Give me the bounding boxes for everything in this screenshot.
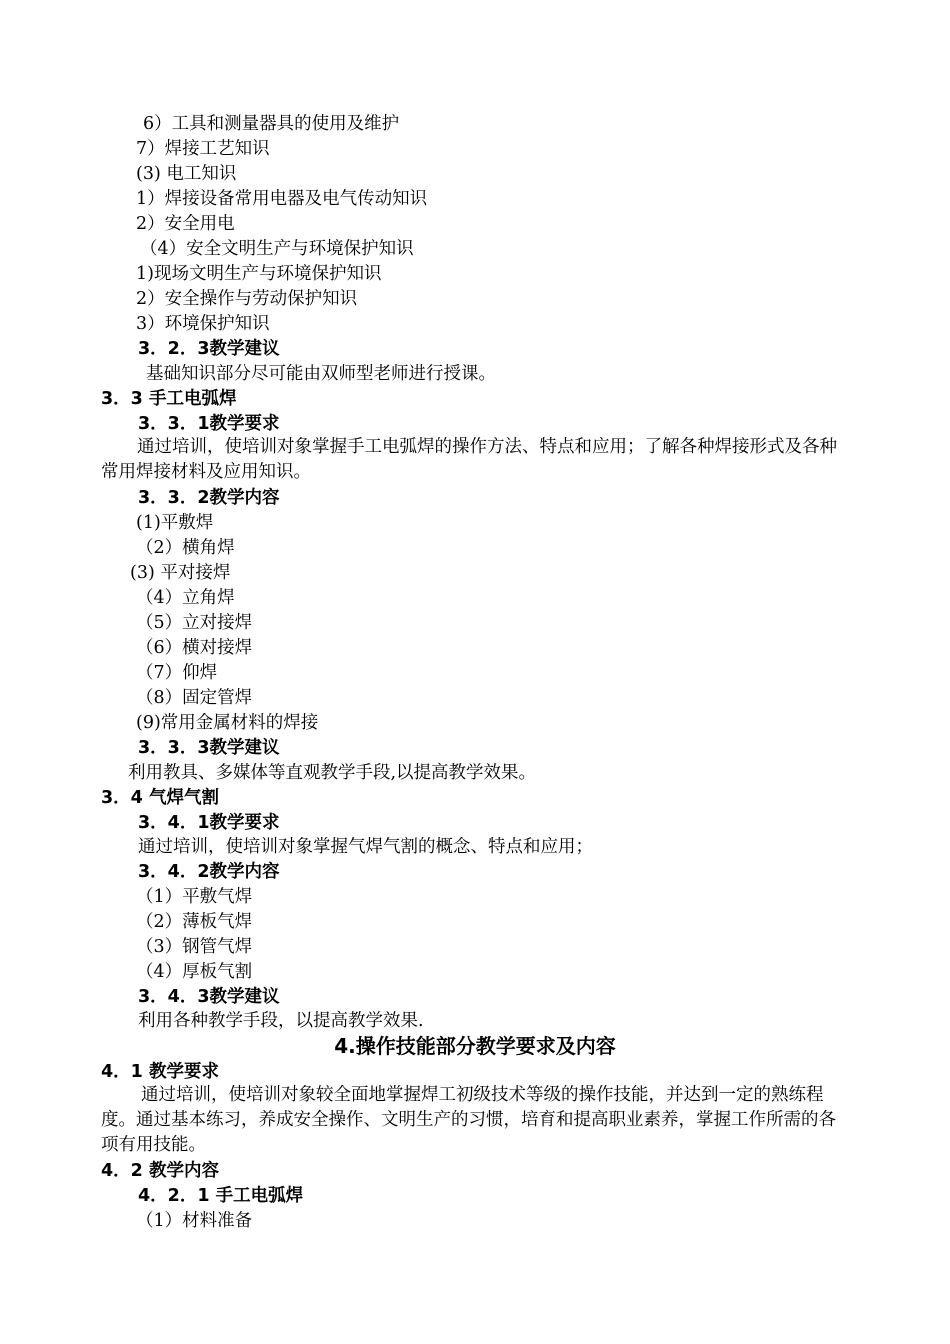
list-item: （3）钢管气焊 [136, 937, 253, 957]
subsection-heading: 3．4．3教学建议 [138, 987, 280, 1007]
subsection-heading: 4．2．1 手工电弧焊 [138, 1186, 304, 1206]
section-heading: 3．3 手工电弧焊 [101, 389, 237, 409]
paragraph: 通过培训，使培训对象较全面地掌握焊工初级技术等级的操作技能，并达到一定的熟练程度。通过基本练习，养成安全操作、文明生产的习惯，培育和提高职业素养，掌握工作所需的各项有用技能。 [101, 1085, 836, 1155]
list-item: (9)常用金属材料的焊接 [136, 713, 319, 733]
list-item: （2）横角焊 [136, 538, 235, 558]
list-item: （4）立角焊 [136, 588, 235, 608]
list-item: 6）工具和测量器具的使用及维护 [143, 114, 400, 134]
list-item: （5）立对接焊 [136, 613, 253, 633]
list-item: 1）焊接设备常用电器及电气传动知识 [136, 189, 428, 209]
list-item: (1)平敷焊 [136, 513, 214, 533]
paragraph: 利用教具、多媒体等直观教学手段,以提高教学效果。 [128, 763, 537, 783]
paragraph: 基础知识部分尽可能由双师型老师进行授课。 [146, 364, 496, 384]
list-item: （6）横对接焊 [136, 638, 253, 658]
list-item: (3) 平对接焊 [130, 563, 231, 583]
list-item: （8）固定管焊 [136, 688, 253, 708]
section-heading: 4．2 教学内容 [101, 1161, 219, 1181]
subsection-heading: 3．3．3教学建议 [138, 738, 280, 758]
list-item: 3）环境保护知识 [136, 314, 270, 334]
paragraph: 利用各种教学手段，以提高教学效果. [138, 1011, 424, 1031]
subsection-heading: 3．2．3教学建议 [138, 339, 280, 359]
subsection-heading: 3．3．2教学内容 [138, 488, 280, 508]
section-heading: 4．1 教学要求 [101, 1062, 219, 1082]
list-item: 2）安全用电 [136, 214, 235, 234]
list-item: （1）平敷气焊 [136, 887, 253, 907]
list-item: （7）仰焊 [136, 663, 218, 683]
section-heading: 3．4 气焊气割 [101, 788, 219, 808]
chapter-heading: 4.操作技能部分教学要求及内容 [334, 1034, 616, 1058]
list-item: (3) 电工知识 [136, 164, 237, 184]
list-item: （1）材料准备 [136, 1211, 253, 1231]
subsection-heading: 3．3．1教学要求 [138, 414, 280, 434]
list-item: （2）薄板气焊 [136, 912, 253, 932]
subsection-heading: 3．4．1教学要求 [138, 813, 280, 833]
list-item: 7）焊接工艺知识 [136, 139, 270, 159]
subsection-heading: 3．4．2教学内容 [138, 862, 280, 882]
list-item: 2）安全操作与劳动保护知识 [136, 289, 358, 309]
paragraph: 通过培训，使培训对象掌握手工电弧焊的操作方法、特点和应用；了解各种焊接形式及各种常用焊接材料及应用知识。 [101, 437, 837, 482]
list-item: （4）安全文明生产与环境保护知识 [140, 239, 414, 259]
list-item: （4）厚板气割 [136, 962, 253, 982]
list-item: 1)现场文明生产与环境保护知识 [136, 264, 382, 284]
paragraph: 通过培训，使培训对象掌握气焊气割的概念、特点和应用； [138, 837, 593, 857]
